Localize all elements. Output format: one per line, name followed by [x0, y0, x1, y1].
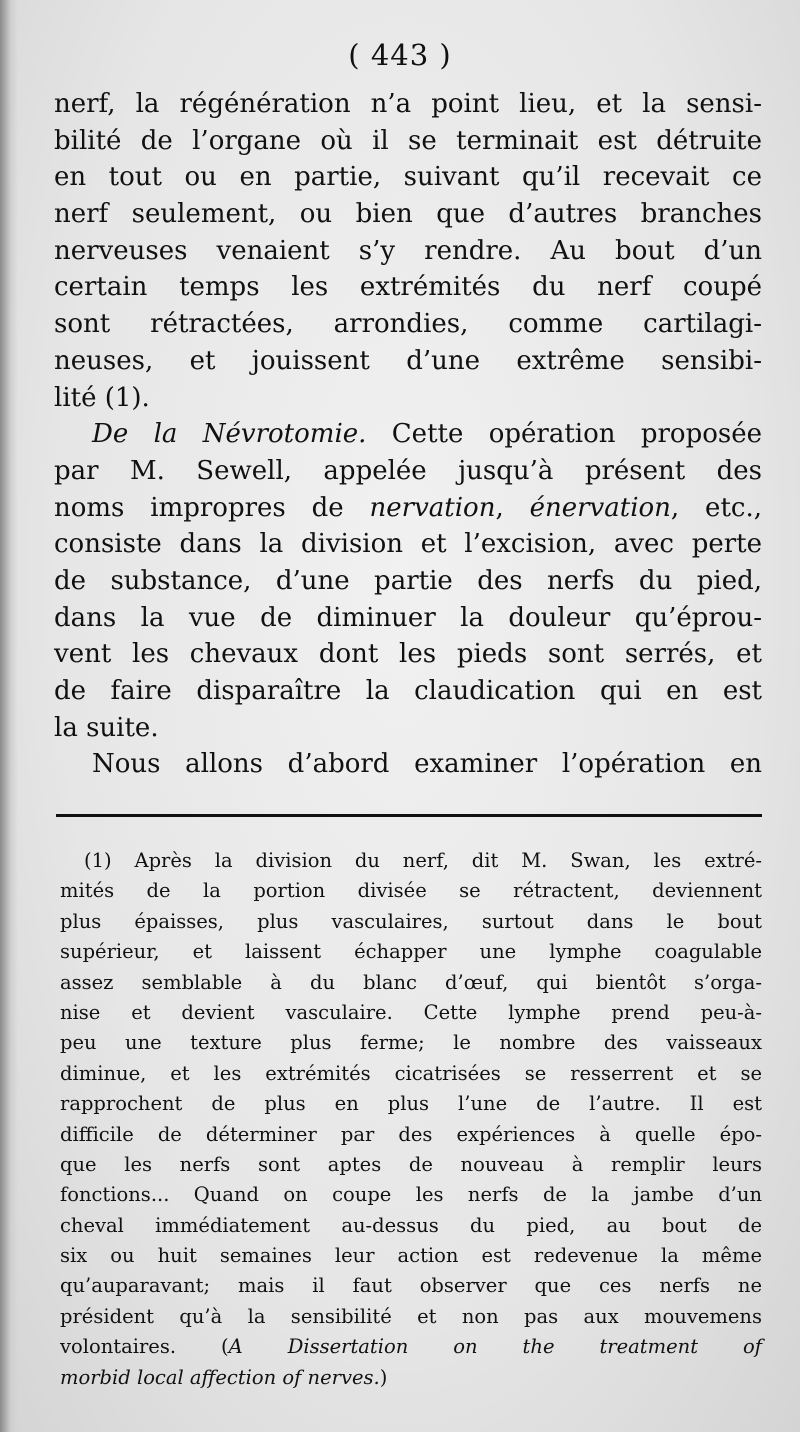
text-line: nerveuses venaient s’y rendre. Au bout d’un — [54, 235, 762, 266]
text-line: par M. Sewell, appelée jusqu’à présent des — [54, 455, 762, 486]
text-fragment: , — [495, 492, 530, 523]
text-line: bilité de l’organe où il se terminait est détruite — [54, 125, 762, 156]
footnote-line: supérieur, et laissent échapper une lymphe coagulable — [60, 940, 762, 964]
footnote-line: qu’auparavant; mais il faut observer que ces nerfs ne — [60, 1274, 762, 1298]
section-heading-line — [54, 416, 762, 453]
footnote-line: rapprochent de plus en plus l’une de l’autre. Il est — [60, 1092, 762, 1116]
section-heading: De la Névrotomie. — [92, 419, 367, 450]
page-gutter-shadow — [0, 0, 18, 1432]
footnote-line: six ou huit semaines leur action est redevenue la même — [60, 1244, 762, 1268]
text-line: en tout ou en partie, suivant qu’il recevait ce — [54, 162, 762, 193]
footnote-divider — [56, 814, 762, 817]
text-line: de faire disparaître la claudication qui en est — [54, 676, 762, 706]
footnote — [60, 846, 762, 1393]
citation-title: morbid local affection of nerves. — [60, 1365, 380, 1389]
footnote-line: nise et devient vasculaire. Cette lymphe prend peu-à- — [60, 1000, 762, 1024]
page-number: ( 443 ) — [348, 38, 452, 72]
footnote-line: difficile de déterminer par des expériences à quelle épo- — [60, 1122, 762, 1146]
footnote-line: peu une texture plus ferme; le nombre des vaisseaux — [60, 1031, 762, 1055]
text-line: Nous allons d’abord examiner l’opération en — [92, 749, 762, 780]
text-fragment: noms impropres de — [54, 492, 370, 523]
text-fragment: Cette opération proposée — [366, 419, 762, 450]
text-line: de substance, d’une partie des nerfs du pied, — [54, 565, 762, 596]
text-line: certain temps les extrémités du nerf coupé — [54, 272, 762, 303]
text-line — [54, 490, 762, 527]
footnote-line: fonctions... Quand on coupe les nerfs de la jambe d’un — [60, 1183, 762, 1207]
footnote-line: mités de la portion divisée se rétractent, deviennent — [60, 879, 762, 903]
footnote-line: président qu’à la sensibilité et non pas aux mouvemens — [60, 1304, 762, 1328]
citation-title: A Dissertation on the treatment of — [228, 1335, 762, 1359]
footnote-line: (1) Après la division du nerf, dit M. Swan, les extré- — [84, 849, 762, 872]
footnote-line: diminue, et les extrémités cicatrisées se resserrent et se — [60, 1061, 762, 1085]
text-line: neuses, et jouissent d’une extrême sensibi- — [54, 345, 762, 376]
text-fragment: volontaires. ( — [60, 1335, 229, 1359]
footnote-line: cheval immédiatement au-dessus du pied, au bout de — [60, 1213, 762, 1237]
text-fragment: , etc., — [670, 492, 762, 523]
text-line: lité (1). — [54, 382, 150, 413]
text-line: vent les chevaux dont les pieds sont serrés, et — [54, 639, 762, 670]
footnote-line: plus épaisses, plus vasculaires, surtout dans le bout — [60, 909, 762, 933]
text-line: nerf seulement, ou bien que d’autres branches — [54, 199, 762, 230]
text-line: la suite. — [54, 712, 159, 743]
footnote-line: que les nerfs sont aptes de nouveau à remplir leurs — [60, 1152, 762, 1176]
italic-term: nervation — [369, 492, 496, 523]
footnote-line: assez semblable à du blanc d’œuf, qui bientôt s’orga- — [60, 970, 762, 994]
text-line: nerf, la régénération n’a point lieu, et la sensi- — [54, 89, 762, 119]
text-line: consiste dans la division et l’excision, avec perte — [54, 529, 762, 560]
italic-term: énervation — [529, 492, 671, 523]
text-fragment: ) — [379, 1365, 388, 1389]
text-line: dans la vue de diminuer la douleur qu’éprou- — [54, 602, 762, 633]
text-line: sont rétractées, arrondies, comme cartilagi- — [54, 309, 762, 340]
main-text — [54, 86, 762, 783]
footnote-line — [60, 1363, 762, 1393]
footnote-line — [60, 1332, 762, 1362]
